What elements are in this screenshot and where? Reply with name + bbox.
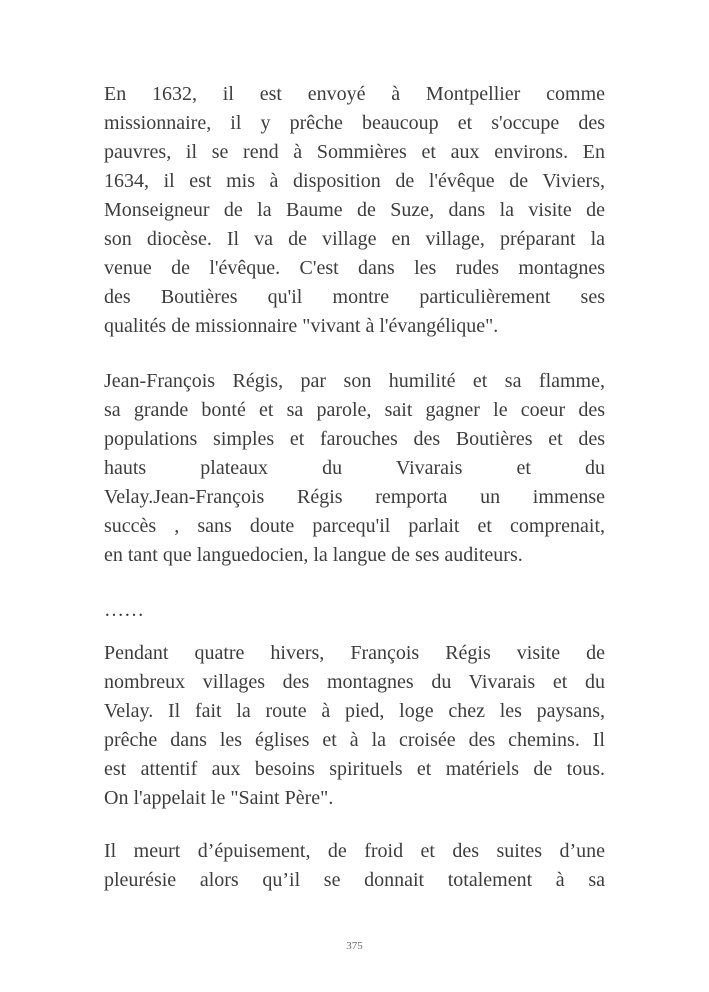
text-line: 1634, il est mis à disposition de l'évêque de Viviers, (104, 170, 605, 192)
text-line: est attentif aux besoins spirituels et matériels de tous. (104, 758, 605, 780)
text-line: pleurésie alors qu’il se donnait totalement à sa (104, 869, 605, 891)
page-number: 375 (346, 940, 363, 952)
document-body (104, 80, 605, 895)
text-line: Jean-François Régis, par son humilité et sa flamme, (104, 370, 605, 392)
text-line: pauvres, il se rend à Sommières et aux environs. En (104, 141, 605, 163)
text-line: son diocèse. Il va de village en village, préparant la (104, 228, 605, 250)
text-line: Monseigneur de la Baume de Suze, dans la visite de (104, 199, 605, 221)
text-line: …… (104, 599, 144, 621)
text-line: Pendant quatre hivers, François Régis visite de (104, 642, 605, 664)
text-line: Velay.Jean-François Régis remporta un immense (104, 486, 605, 508)
paragraph-2 (104, 367, 605, 570)
text-line: des Boutières qu'il montre particulièrement ses (104, 286, 605, 308)
text-line: hauts plateaux du Vivarais et du (104, 457, 605, 479)
paragraph-1 (104, 80, 605, 341)
text-line: nombreux villages des montagnes du Vivarais et du (104, 671, 605, 693)
text-line: sa grande bonté et sa parole, sait gagner le coeur des (104, 399, 605, 421)
text-line: succès , sans doute parcequ'il parlait et comprenait, (104, 515, 605, 537)
text-line: qualités de missionnaire "vivant à l'évangélique". (104, 315, 499, 337)
text-line: Velay. Il fait la route à pied, loge chez les paysans, (104, 700, 605, 722)
text-line: populations simples et farouches des Boutières et des (104, 428, 605, 450)
text-line: prêche dans les églises et à la croisée des chemins. Il (104, 729, 605, 751)
paragraph-5 (104, 837, 605, 895)
paragraph-3 (104, 596, 605, 625)
text-line: en tant que languedocien, la langue de ses auditeurs. (104, 544, 523, 566)
text-line: En 1632, il est envoyé à Montpellier comme (104, 83, 605, 105)
paragraph-4 (104, 639, 605, 813)
text-line: missionnaire, il y prêche beaucoup et s'occupe des (104, 112, 605, 134)
text-line: On l'appelait le "Saint Père". (104, 787, 334, 809)
text-line: venue de l'évêque. C'est dans les rudes montagnes (104, 257, 605, 279)
text-line: Il meurt d’épuisement, de froid et des suites d’une (104, 840, 605, 862)
